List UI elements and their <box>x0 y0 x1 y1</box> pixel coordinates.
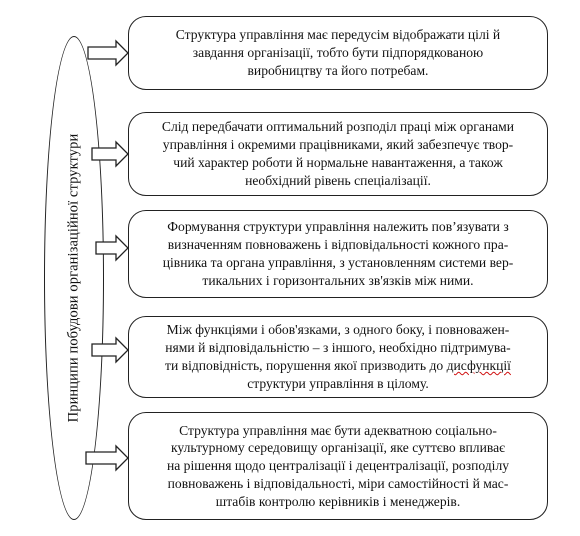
spellcheck-underlined-word: дисфункції <box>446 358 511 373</box>
principle-box-4 <box>128 316 548 398</box>
principle-box-1 <box>128 16 548 90</box>
principle-box-2 <box>128 112 548 196</box>
principle-box-5 <box>128 412 548 520</box>
arrow-1 <box>88 41 128 65</box>
arrow-5 <box>86 446 128 470</box>
principle-text-1: Структура управління має передусім відображати цілі й завдання організації, тобто бути підпорядкованою виробництву та його потребам. <box>175 27 501 78</box>
principle-box-3 <box>128 210 548 298</box>
principle-text-4: Між функціями і обов'язками, з одного боку, і повноважен- нями й відповідальністю – з іншого, необхідно підтримува- ти відповідність, порушення якої призводить до дисфункції структури управління в цілому. <box>165 322 511 391</box>
principle-text-2: Слід передбачати оптимальний розподіл праці між органами управління і окремими працівниками, який забезпечує твор- чий характер роботи й нормальне навантаження, а також необхідний рівень спеціалізації. <box>161 119 515 188</box>
principle-text-5: Структура управління має бути адекватною соціально- культурному середовищу організації, яке суттєво впливає на рішення щодо централізації і децентралізації, розподілу повноважень і відповідальності, міри самостійності й мас- штабів контролю керівників і менеджерів. <box>166 422 510 509</box>
arrow-4 <box>92 338 128 362</box>
vertical-title: Принципи побудови організаційної структури <box>65 133 82 423</box>
principle-text-3: Формування структури управління належить пов’язувати з визначенням повноважень і відповідальності кожного пра- цівника та органа управління, з установленням системи вер- тикальних і горизонтальних зв'язків між ними. <box>162 219 514 288</box>
arrow-2 <box>92 142 128 166</box>
arrow-3 <box>96 236 128 260</box>
